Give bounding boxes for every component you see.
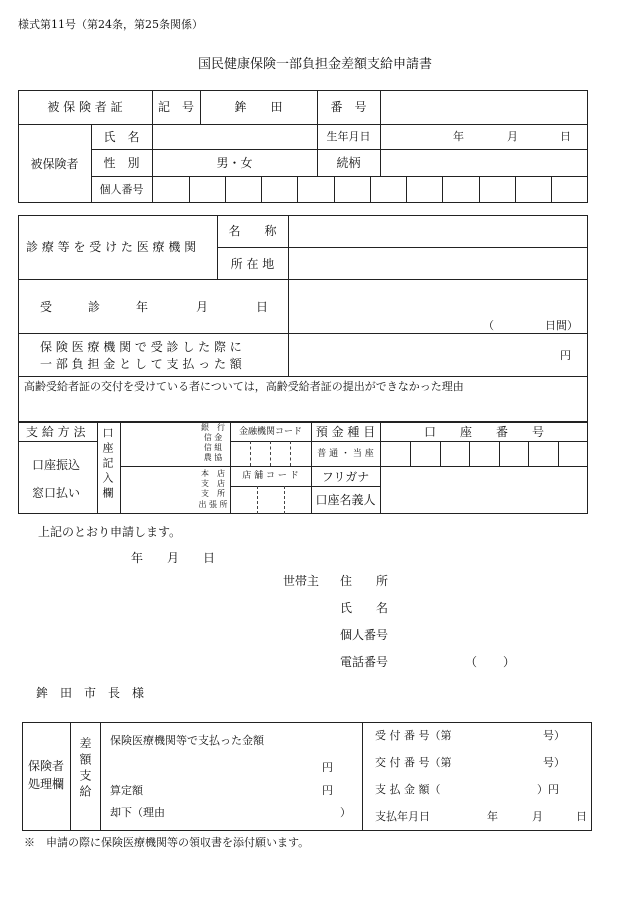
- calc-yen: 円: [322, 784, 333, 797]
- birth-label: 生年月日: [326, 130, 371, 143]
- branch-type-3: 出 張 所: [198, 500, 228, 509]
- paid-label-1: 保 険 医 療 機 関 で 受 診 し た 際 に: [40, 340, 242, 354]
- insured-person-label: 被保険者: [30, 157, 79, 171]
- applicant-mynumber-label: 個人番号: [340, 628, 389, 642]
- gender-choice[interactable]: 男・女: [216, 156, 253, 170]
- holder-label: 口座名義人: [315, 493, 376, 507]
- name-label: 氏 名: [103, 130, 140, 144]
- applicant-address-label: 住 所: [340, 574, 389, 588]
- phone-paren-open: （: [465, 655, 478, 669]
- applicant-name-label: 氏 名: [340, 601, 389, 615]
- office-table: [22, 722, 592, 831]
- branch-type-2: 支 所: [201, 489, 225, 498]
- symbol-label: 記 号: [157, 100, 194, 114]
- option-transfer[interactable]: 口座振込: [32, 458, 81, 472]
- statement: 上記のとおり申請します。: [38, 525, 182, 539]
- reject-close: ）: [340, 806, 351, 819]
- paid-label-2: 一 部 負 担 金 と し て 支 払 っ た 額: [40, 357, 242, 371]
- insured-name-field[interactable]: [153, 125, 316, 148]
- footnote: ※ 申請の際に保険医療機関等の領収書を添付願います。: [24, 836, 310, 849]
- account-number-label: 口 座 番 号: [423, 425, 544, 439]
- addressee: 鉾 田 市 長 様: [36, 686, 145, 700]
- page-title: 国民健康保険一部負担金差額支給申請書: [197, 57, 432, 72]
- pay-date-year: 年: [487, 810, 498, 823]
- office-label-1: 保険者: [27, 759, 64, 773]
- account-entry-label: 口座記入欄: [101, 427, 114, 502]
- delivery-no-label: 交 付 番 号（第: [375, 756, 452, 769]
- number-label: 番 号: [330, 100, 367, 114]
- bank-type-2: 信 組: [203, 443, 223, 452]
- branch-type-0: 本 店: [201, 469, 225, 478]
- mynumber-label: 個人番号: [99, 183, 144, 196]
- calc-label: 算定額: [110, 784, 143, 797]
- option-window[interactable]: 窓口払い: [32, 486, 81, 500]
- deposit-type-choice[interactable]: 普 通 ・ 当 座: [317, 449, 374, 459]
- birth-day: 日: [560, 130, 571, 143]
- gender-label: 性 別: [103, 156, 140, 170]
- furigana-label: フリガナ: [321, 470, 370, 484]
- form-number: 様式第11号（第24条，第25条関係）: [18, 18, 203, 31]
- institution-name-label: 名 称: [228, 224, 277, 238]
- pay-amount-suffix: ）円: [537, 783, 559, 796]
- days-close: 日間）: [545, 319, 578, 332]
- head-label: 世帯主: [283, 574, 320, 588]
- pay-amount-label: 支 払 金 額（: [375, 783, 441, 796]
- deposit-type-label: 預 金 種 目: [315, 425, 376, 439]
- visit-date-label: 受 診 年 月 日: [40, 300, 269, 314]
- paid-amount-label: 保険医療機関等で支払った金額: [110, 734, 264, 747]
- date-year: 年: [131, 551, 144, 565]
- days-open: （: [483, 319, 494, 332]
- bank-type-0: 銀 行: [201, 423, 225, 432]
- date-day: 日: [203, 551, 216, 565]
- paid-amount-yen: 円: [322, 761, 333, 774]
- pay-date-day: 日: [576, 810, 587, 823]
- insured-card-label: 被 保 険 者 証: [47, 100, 123, 114]
- receipt-no-label: 受 付 番 号（第: [375, 729, 452, 742]
- relation-label: 続柄: [336, 156, 361, 170]
- symbol-value[interactable]: 鉾 田: [234, 100, 283, 114]
- pay-date-month: 月: [532, 810, 543, 823]
- birth-year: 年: [453, 130, 464, 143]
- reject-label: 却下（理由: [110, 806, 165, 819]
- diff-label: 差額支給: [78, 737, 92, 801]
- branch-code-label: 店 舗 コ ー ド: [242, 471, 299, 481]
- birth-month: 月: [507, 130, 518, 143]
- bank-type-3: 農 協: [203, 453, 223, 462]
- phone-paren-close: ）: [503, 655, 516, 669]
- delivery-no-suffix: 号）: [543, 756, 565, 769]
- pay-date-label: 支払年月日: [375, 810, 430, 823]
- bank-type-1: 信 金: [203, 433, 223, 442]
- institution-label: 診 療 等 を 受 け た 医 療 機 関: [26, 240, 197, 254]
- card-number-field[interactable]: [381, 91, 587, 123]
- paid-yen: 円: [560, 349, 571, 362]
- method-label: 支 給 方 法: [26, 425, 86, 439]
- office-label-2: 処理欄: [27, 777, 64, 791]
- reason-label: 高齢受給者証の交付を受けている者については，高齢受給者証の提出ができなかった理由: [24, 380, 464, 393]
- bank-code-label: 金融機関コード: [238, 427, 302, 437]
- branch-type-1: 支 店: [201, 479, 225, 488]
- institution-address-label: 所 在 地: [230, 257, 275, 271]
- date-month: 月: [167, 551, 180, 565]
- receipt-no-suffix: 号）: [543, 729, 565, 742]
- applicant-phone-label: 電話番号: [340, 655, 389, 669]
